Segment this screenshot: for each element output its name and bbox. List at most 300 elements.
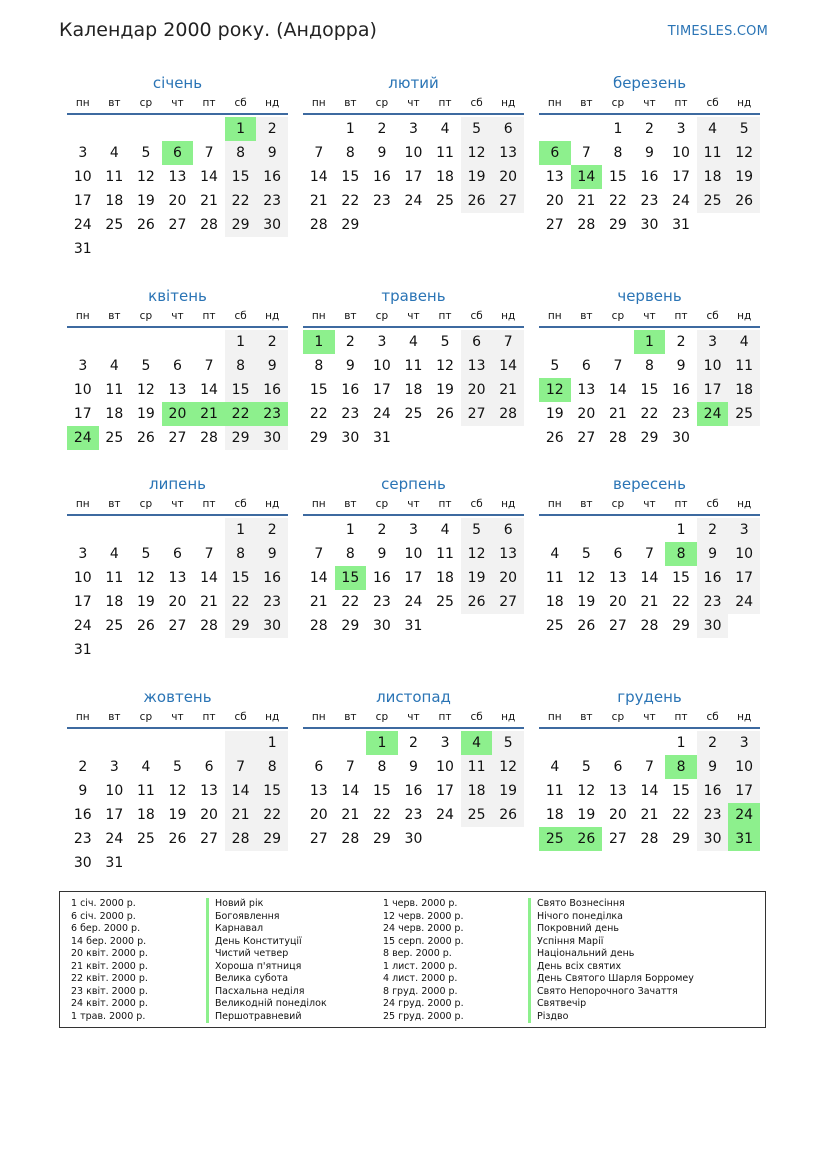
- day-cell: 19: [577, 594, 596, 610]
- day-cell: 19: [545, 406, 564, 422]
- day-cell: 25: [105, 618, 124, 634]
- day-cell: 31: [672, 217, 690, 233]
- day-cell: 27: [577, 430, 596, 446]
- day-cell: 24: [728, 803, 760, 827]
- day-cell: 7: [345, 759, 355, 775]
- day-cell: 10: [404, 145, 423, 161]
- day-cell: 22: [225, 189, 257, 213]
- weekday-label: чт: [407, 97, 420, 109]
- day-cell: 3: [676, 121, 686, 137]
- day-cell: 15: [256, 779, 288, 803]
- day-cell: 14: [341, 783, 360, 799]
- day-cell: 2: [256, 117, 288, 141]
- weekday-label: вт: [580, 711, 593, 723]
- day-cell: 7: [492, 330, 524, 354]
- weekday-label: пт: [438, 97, 452, 109]
- day-cell: 10: [404, 546, 423, 562]
- day-cell: 14: [640, 783, 659, 799]
- day-cell: 3: [78, 358, 88, 374]
- weekday-label: вт: [108, 711, 121, 723]
- day-cell: 1: [613, 121, 623, 137]
- weekday-label: сб: [234, 310, 247, 322]
- day-cell: 3: [409, 522, 418, 538]
- day-cell: 14: [492, 354, 524, 378]
- empty-cell: [225, 237, 257, 261]
- day-cell: 4: [109, 145, 119, 161]
- day-cell: 24: [105, 831, 124, 847]
- day-cell: 1: [676, 522, 686, 538]
- day-cell: 9: [78, 783, 88, 799]
- day-cell: 31: [105, 855, 124, 871]
- weekday-label: ср: [139, 498, 153, 510]
- weekday-label: сб: [706, 310, 719, 322]
- legend-holiday-name: Нічого понеділка: [528, 911, 694, 924]
- day-cell: 17: [697, 378, 729, 402]
- weekday-header: [539, 495, 760, 516]
- day-cell: 9: [697, 542, 729, 566]
- legend-holiday-name: Чистий четвер: [206, 948, 327, 961]
- legend-dates-left: [71, 898, 148, 1023]
- day-grid: [539, 328, 760, 450]
- empty-cell: [162, 518, 194, 542]
- month-block: [303, 72, 524, 237]
- weekday-label: ср: [611, 310, 625, 322]
- day-cell: 22: [256, 803, 288, 827]
- day-cell: 8: [665, 755, 697, 779]
- legend-holiday-name: Першотравневий: [206, 1011, 327, 1024]
- day-cell: 6: [461, 330, 493, 354]
- day-cell: 19: [461, 566, 493, 590]
- day-cell: 10: [728, 755, 760, 779]
- empty-cell: [571, 731, 603, 755]
- empty-cell: [492, 213, 524, 237]
- day-cell: 2: [645, 121, 654, 137]
- weekday-label: пн: [311, 310, 326, 322]
- legend-date: 23 квіт. 2000 р.: [71, 985, 148, 997]
- day-cell: 28: [200, 217, 218, 233]
- legend-date: 8 вер. 2000 р.: [383, 948, 452, 959]
- day-cell: 21: [640, 807, 659, 823]
- day-cell: 18: [697, 165, 729, 189]
- day-cell: 11: [105, 570, 124, 586]
- day-cell: 5: [581, 546, 591, 562]
- day-cell: 11: [105, 382, 124, 398]
- day-cell: 26: [168, 831, 187, 847]
- day-cell: 30: [256, 213, 288, 237]
- day-cell: 22: [608, 193, 627, 209]
- day-cell: 12: [436, 358, 454, 374]
- day-cell: 9: [697, 755, 729, 779]
- day-cell: 17: [728, 566, 760, 590]
- day-cell: 5: [141, 546, 151, 562]
- empty-cell: [461, 614, 493, 638]
- weekday-label: пн: [547, 97, 562, 109]
- day-cell: 6: [173, 358, 182, 374]
- day-cell: 8: [345, 546, 355, 562]
- day-cell: 11: [461, 755, 493, 779]
- day-cell: 11: [728, 354, 760, 378]
- day-cell: 20: [168, 594, 187, 610]
- empty-cell: [492, 614, 524, 638]
- day-cell: 17: [73, 594, 92, 610]
- day-cell: 24: [436, 807, 454, 823]
- weekday-label: чт: [171, 310, 184, 322]
- day-cell: 21: [492, 378, 524, 402]
- day-cell: 4: [728, 330, 760, 354]
- month-name: березень: [612, 74, 687, 92]
- weekday-label: сб: [470, 310, 483, 322]
- legend-date: 25 груд. 2000 р.: [383, 1010, 464, 1022]
- weekday-header: [303, 708, 524, 729]
- weekday-label: пт: [674, 498, 688, 510]
- weekday-label: ср: [375, 711, 389, 723]
- legend-dates-right: [383, 898, 464, 1023]
- day-cell: 20: [577, 406, 596, 422]
- day-cell: 23: [697, 590, 729, 614]
- day-cell: 7: [225, 755, 257, 779]
- weekday-label: нд: [265, 310, 280, 322]
- day-cell: 6: [162, 141, 194, 165]
- weekday-label: пт: [202, 97, 216, 109]
- weekday-header: [539, 708, 760, 729]
- weekday-label: пн: [311, 97, 326, 109]
- day-cell: 10: [73, 382, 92, 398]
- month-block: [67, 285, 288, 450]
- day-cell: 9: [377, 145, 387, 161]
- day-cell: 29: [640, 430, 659, 446]
- day-cell: 13: [168, 570, 187, 586]
- empty-cell: [67, 330, 99, 354]
- day-cell: 13: [492, 141, 524, 165]
- weekday-header: [67, 495, 288, 516]
- day-cell: 8: [256, 755, 288, 779]
- month-block: [539, 285, 760, 450]
- weekday-label: пт: [438, 310, 452, 322]
- weekday-label: вт: [108, 310, 121, 322]
- weekday-label: нд: [265, 97, 280, 109]
- day-cell: 4: [440, 121, 450, 137]
- empty-cell: [366, 213, 398, 237]
- day-cell: 14: [225, 779, 257, 803]
- day-cell: 4: [109, 546, 119, 562]
- weekday-label: ср: [139, 310, 153, 322]
- weekday-label: пн: [75, 310, 90, 322]
- day-cell: 26: [545, 430, 564, 446]
- day-cell: 29: [225, 614, 257, 638]
- weekday-label: нд: [501, 97, 516, 109]
- day-cell: 24: [73, 217, 92, 233]
- day-cell: 12: [461, 141, 493, 165]
- day-cell: 14: [200, 570, 218, 586]
- day-cell: 20: [545, 193, 564, 209]
- legend-date: 12 черв. 2000 р.: [383, 910, 464, 922]
- day-cell: 27: [492, 590, 524, 614]
- weekday-label: нд: [737, 97, 752, 109]
- weekday-label: нд: [737, 498, 752, 510]
- day-cell: 12: [136, 382, 155, 398]
- weekday-header: [303, 495, 524, 516]
- legend-date: 1 черв. 2000 р.: [383, 898, 458, 909]
- weekday-label: ср: [611, 711, 625, 723]
- weekday-label: сб: [706, 97, 719, 109]
- day-cell: 24: [672, 193, 690, 209]
- day-cell: 17: [73, 406, 92, 422]
- day-cell: 13: [608, 570, 627, 586]
- day-cell: 1: [225, 117, 257, 141]
- weekday-label: вт: [580, 97, 593, 109]
- day-cell: 24: [67, 426, 99, 450]
- day-cell: 27: [461, 402, 493, 426]
- day-cell: 10: [105, 783, 124, 799]
- day-cell: 3: [377, 334, 387, 350]
- month-name: грудень: [617, 688, 682, 706]
- day-cell: 1: [366, 731, 398, 755]
- legend-date: 1 лист. 2000 р.: [383, 960, 458, 972]
- day-cell: 23: [404, 807, 423, 823]
- day-cell: 11: [436, 145, 454, 161]
- weekday-label: вт: [580, 310, 593, 322]
- day-cell: 27: [168, 618, 187, 634]
- day-grid: [67, 516, 288, 662]
- day-cell: 13: [200, 783, 218, 799]
- weekday-label: нд: [501, 711, 516, 723]
- day-cell: 14: [200, 169, 218, 185]
- weekday-label: чт: [171, 498, 184, 510]
- day-cell: 4: [550, 546, 560, 562]
- day-cell: 29: [225, 213, 257, 237]
- day-cell: 30: [640, 217, 659, 233]
- day-cell: 16: [256, 566, 288, 590]
- day-cell: 2: [377, 522, 387, 538]
- day-cell: 22: [672, 807, 690, 823]
- empty-cell: [225, 851, 257, 875]
- weekday-label: нд: [737, 711, 752, 723]
- day-cell: 6: [613, 546, 623, 562]
- legend-date: 22 квіт. 2000 р.: [71, 973, 148, 984]
- day-cell: 25: [545, 618, 564, 634]
- day-cell: 15: [372, 783, 391, 799]
- day-cell: 29: [341, 217, 360, 233]
- day-cell: 8: [377, 759, 387, 775]
- day-grid: [67, 328, 288, 450]
- day-cell: 31: [73, 642, 92, 658]
- weekday-label: сб: [706, 498, 719, 510]
- day-cell: 26: [571, 827, 603, 851]
- empty-cell: [303, 518, 335, 542]
- day-cell: 1: [676, 735, 686, 751]
- day-grid: [303, 729, 524, 851]
- empty-cell: [571, 518, 603, 542]
- day-cell: 19: [168, 807, 187, 823]
- day-cell: 23: [256, 189, 288, 213]
- day-cell: 21: [341, 807, 360, 823]
- day-cell: 8: [225, 141, 257, 165]
- month-name: листопад: [376, 688, 451, 706]
- day-cell: 7: [204, 145, 214, 161]
- day-cell: 9: [345, 358, 355, 374]
- day-cell: 5: [492, 731, 524, 755]
- day-cell: 5: [461, 117, 493, 141]
- day-cell: 18: [728, 378, 760, 402]
- day-cell: 28: [492, 402, 524, 426]
- day-grid: [303, 328, 524, 450]
- day-cell: 20: [200, 807, 218, 823]
- weekday-label: нд: [265, 498, 280, 510]
- empty-cell: [162, 731, 194, 755]
- day-cell: 24: [404, 193, 423, 209]
- day-cell: 26: [492, 803, 524, 827]
- day-cell: 10: [73, 570, 92, 586]
- day-cell: 16: [341, 382, 360, 398]
- weekday-label: пн: [311, 711, 326, 723]
- day-cell: 12: [168, 783, 187, 799]
- day-cell: 7: [645, 546, 654, 562]
- day-cell: 24: [73, 618, 92, 634]
- day-cell: 19: [577, 807, 596, 823]
- empty-cell: [571, 117, 603, 141]
- day-cell: 22: [672, 594, 690, 610]
- empty-cell: [429, 614, 461, 638]
- day-cell: 11: [545, 783, 564, 799]
- day-cell: 28: [200, 430, 218, 446]
- legend-date: 6 бер. 2000 р.: [71, 923, 141, 934]
- empty-cell: [602, 518, 634, 542]
- day-cell: 15: [341, 169, 360, 185]
- day-cell: 4: [550, 759, 560, 775]
- weekday-label: вт: [344, 310, 357, 322]
- empty-cell: [539, 117, 571, 141]
- day-cell: 26: [436, 406, 454, 422]
- month-name: січень: [152, 74, 203, 92]
- day-cell: 1: [345, 522, 355, 538]
- day-cell: 5: [581, 759, 591, 775]
- day-cell: 13: [608, 783, 627, 799]
- day-cell: 11: [545, 570, 564, 586]
- weekday-label: сб: [234, 97, 247, 109]
- empty-cell: [67, 518, 99, 542]
- day-cell: 27: [168, 217, 187, 233]
- weekday-label: пн: [311, 498, 326, 510]
- day-cell: 23: [372, 193, 391, 209]
- empty-cell: [539, 731, 571, 755]
- empty-cell: [162, 330, 194, 354]
- empty-cell: [193, 851, 225, 875]
- page-title: Календар 2000 року. (Андорра): [59, 19, 377, 41]
- day-cell: 4: [109, 358, 119, 374]
- day-cell: 22: [225, 402, 257, 426]
- day-cell: 27: [309, 831, 328, 847]
- day-cell: 13: [309, 783, 328, 799]
- weekday-label: ср: [375, 498, 389, 510]
- day-cell: 16: [697, 779, 729, 803]
- day-cell: 3: [697, 330, 729, 354]
- weekday-label: пт: [674, 310, 688, 322]
- day-cell: 18: [461, 779, 493, 803]
- day-cell: 28: [640, 831, 659, 847]
- empty-cell: [130, 518, 162, 542]
- day-cell: 9: [645, 145, 654, 161]
- weekday-label: пн: [75, 97, 90, 109]
- day-cell: 21: [225, 803, 257, 827]
- day-cell: 6: [204, 759, 214, 775]
- day-cell: 29: [608, 217, 627, 233]
- empty-cell: [162, 237, 194, 261]
- day-cell: 25: [436, 193, 454, 209]
- day-cell: 2: [345, 334, 355, 350]
- day-cell: 19: [136, 406, 155, 422]
- day-cell: 28: [577, 217, 596, 233]
- weekday-label: чт: [171, 97, 184, 109]
- day-cell: 6: [492, 117, 524, 141]
- day-cell: 28: [341, 831, 360, 847]
- day-cell: 6: [492, 518, 524, 542]
- day-cell: 6: [173, 546, 182, 562]
- empty-cell: [193, 237, 225, 261]
- day-cell: 16: [73, 807, 92, 823]
- day-cell: 5: [141, 358, 151, 374]
- day-cell: 8: [225, 542, 257, 566]
- empty-cell: [99, 330, 131, 354]
- day-cell: 17: [436, 783, 454, 799]
- day-cell: 10: [436, 759, 454, 775]
- day-cell: 25: [461, 803, 493, 827]
- day-cell: 30: [672, 430, 690, 446]
- legend-date: 1 січ. 2000 р.: [71, 898, 136, 909]
- day-cell: 28: [309, 618, 328, 634]
- day-cell: 17: [672, 169, 690, 185]
- day-cell: 9: [256, 354, 288, 378]
- empty-cell: [634, 731, 666, 755]
- day-cell: 3: [409, 121, 418, 137]
- month-name: липень: [148, 475, 207, 493]
- day-cell: 2: [409, 735, 418, 751]
- weekday-label: сб: [706, 711, 719, 723]
- day-cell: 22: [640, 406, 659, 422]
- weekday-label: вт: [108, 498, 121, 510]
- empty-cell: [398, 426, 430, 450]
- empty-cell: [256, 851, 288, 875]
- site-logo-link[interactable]: TIMESLES.COM: [667, 24, 768, 39]
- day-cell: 19: [136, 594, 155, 610]
- day-cell: 25: [105, 430, 124, 446]
- day-cell: 20: [608, 594, 627, 610]
- day-cell: 9: [377, 546, 387, 562]
- day-cell: 30: [404, 831, 423, 847]
- day-cell: 17: [404, 570, 423, 586]
- month-block: [303, 686, 524, 851]
- day-cell: 12: [539, 378, 571, 402]
- day-cell: 17: [728, 779, 760, 803]
- weekday-label: сб: [234, 711, 247, 723]
- empty-cell: [193, 638, 225, 662]
- legend-holiday-name: Святвечір: [528, 998, 694, 1011]
- day-cell: 29: [309, 430, 328, 446]
- empty-cell: [429, 827, 461, 851]
- day-cell: 1: [634, 330, 666, 354]
- empty-cell: [130, 851, 162, 875]
- month-block: [303, 285, 524, 450]
- day-cell: 2: [697, 731, 729, 755]
- day-cell: 9: [256, 141, 288, 165]
- day-cell: 23: [697, 803, 729, 827]
- weekday-label: нд: [501, 498, 516, 510]
- day-cell: 25: [136, 831, 155, 847]
- weekday-label: чт: [643, 498, 656, 510]
- empty-cell: [193, 518, 225, 542]
- day-cell: 3: [109, 759, 119, 775]
- weekday-header: [67, 94, 288, 115]
- day-cell: 23: [372, 594, 391, 610]
